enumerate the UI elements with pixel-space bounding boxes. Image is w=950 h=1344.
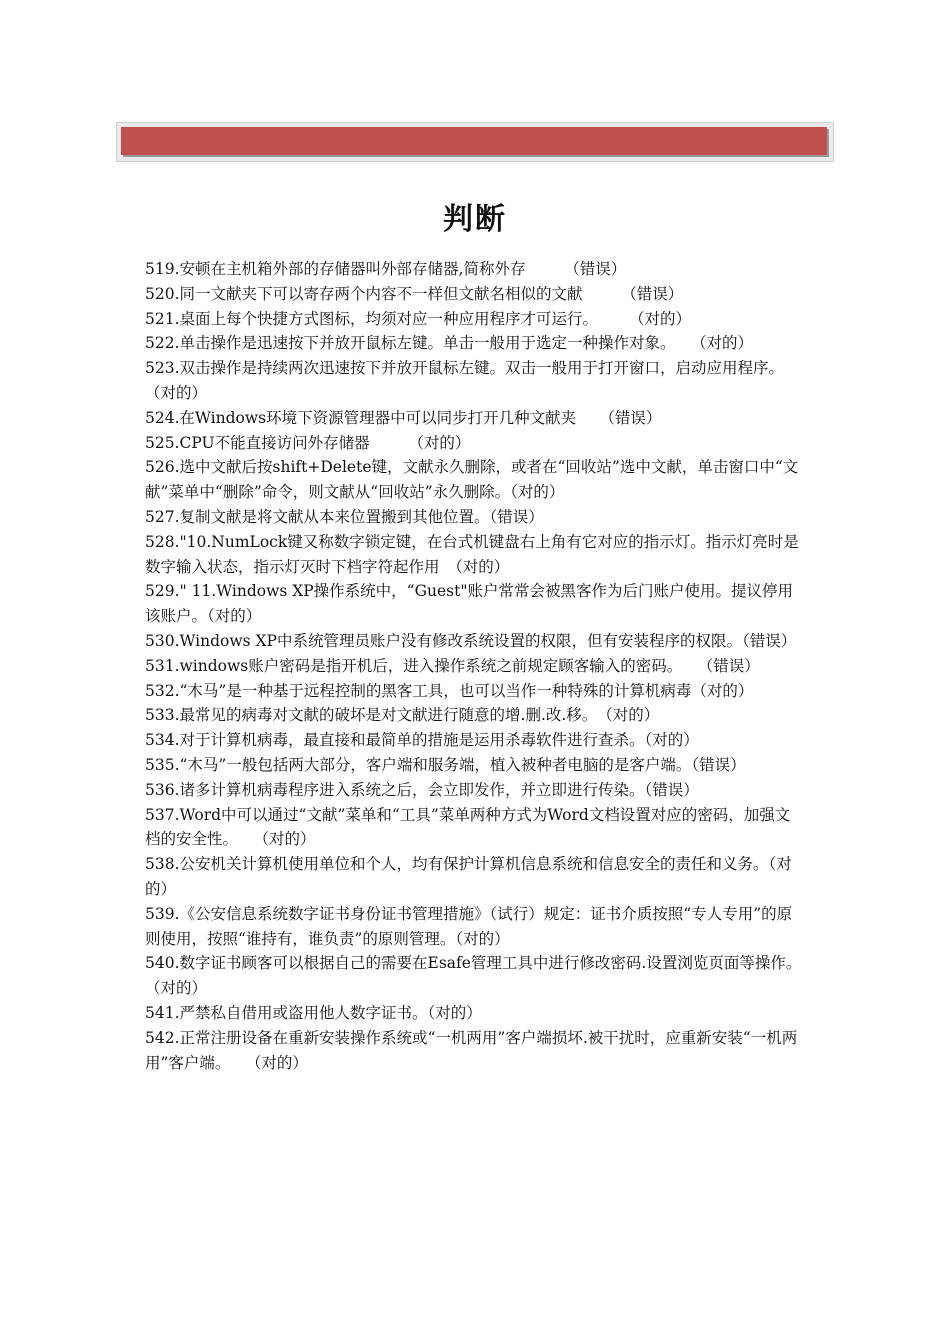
list-item: 537.Word中可以通过“文献”菜单和“工具”菜单两种方式为Word文档设置对应的密码，加强文档的安全性。 （对的） [145,805,791,849]
list-item: 539.《公安信息系统数字证书身份证书管理措施》（试行）规定：证书介质按照“专人专用”的原则使用，按照“谁持有，谁负责”的原则管理。（对的） [145,904,793,948]
list-item: 538.公安机关计算机使用单位和个人，均有保护计算机信息系统和信息安全的责任和义务。（对的） [145,855,792,898]
list-item: 535.“木马”一般包括两大部分，客户端和服务端，植入被种者电脑的是客户端。（错误） [145,755,746,774]
page-title: 判断 [443,202,507,237]
list-item: 533.最常见的病毒对文献的破坏是对文献进行随意的增.删.改.移。 （对的） [145,706,660,725]
list-item: 530.Windows XP中系统管理员账户没有修改系统设置的权限，但有安装程序的权限。（错误） [145,631,797,650]
list-item: 525.CPU不能直接访问外存储器 （对的） [145,433,471,452]
list-item: 534.对于计算机病毒，最直接和最简单的措施是运用杀毒软件进行查杀。（对的） [145,731,699,750]
header-banner-fill [121,127,827,155]
list-item: 531.windows账户密码是指开机后，进入操作系统之前规定顾客输入的密码。 （错误） [145,656,760,675]
list-item: 529." 11.Windows XP操作系统中，“Guest"账户常常会被黑客作为后门账户使用。提议停用该账户。（对的） [145,582,793,626]
list-item: 520.同一文献夹下可以寄存两个内容不一样但文献名相似的文献 （错误） [145,284,684,303]
question-list [145,257,825,1075]
list-item: 528."10.NumLock键又称数字锁定键，在台式机键盘右上角有它对应的指示灯。指示灯亮时是数字输入状态，指示灯灭时下档字符起作用 （对的） [145,532,799,576]
list-item: 522.单击操作是迅速按下并放开鼠标左键。单击一般用于选定一种操作对象。 （对的） [145,334,754,353]
list-item: 519.安顿在主机箱外部的存储器叫外部存储器,简称外存 （错误） [145,260,627,278]
list-item: 527.复制文献是将文献从本来位置搬到其他位置。（错误） [145,507,544,526]
list-item: 541.严禁私自借用或盗用他人数字证书。（对的） [145,1003,482,1022]
list-item: 523.双击操作是持续两次迅速按下并放开鼠标左键。双击一般用于打开窗口，启动应用程序。 （对的） [145,359,808,402]
list-item: 542.正常注册设备在重新安装操作系统或“一机两用”客户端损坏.被干扰时，应重新安装“一机两用”客户端。 （对的） [145,1028,798,1072]
list-item: 526.选中文献后按shift+Delete键，文献永久删除，或者在“回收站”选中文献，单击窗口中“文献”菜单中“删除”命令，则文献从“回收站”永久删除。（对的） [145,458,799,502]
header-banner [116,122,834,162]
list-item: 524.在Windows环境下资源管理器中可以同步打开几种文献夹 （错误） [145,408,662,427]
list-item: 532.“木马”是一种基于远程控制的黑客工具，也可以当作一种特殊的计算机病毒（对的） [145,681,754,700]
list-item: 521.桌面上每个快捷方式图标，均须对应一种应用程序才可运行。 （对的） [145,309,692,328]
list-item: 536.诸多计算机病毒程序进入系统之后，会立即发作，并立即进行传染。（错误） [145,780,699,799]
list-item: 540.数字证书顾客可以根据自己的需要在Esafe管理工具中进行修改密码.设置浏览页面等操作。 （对的） [145,954,825,998]
